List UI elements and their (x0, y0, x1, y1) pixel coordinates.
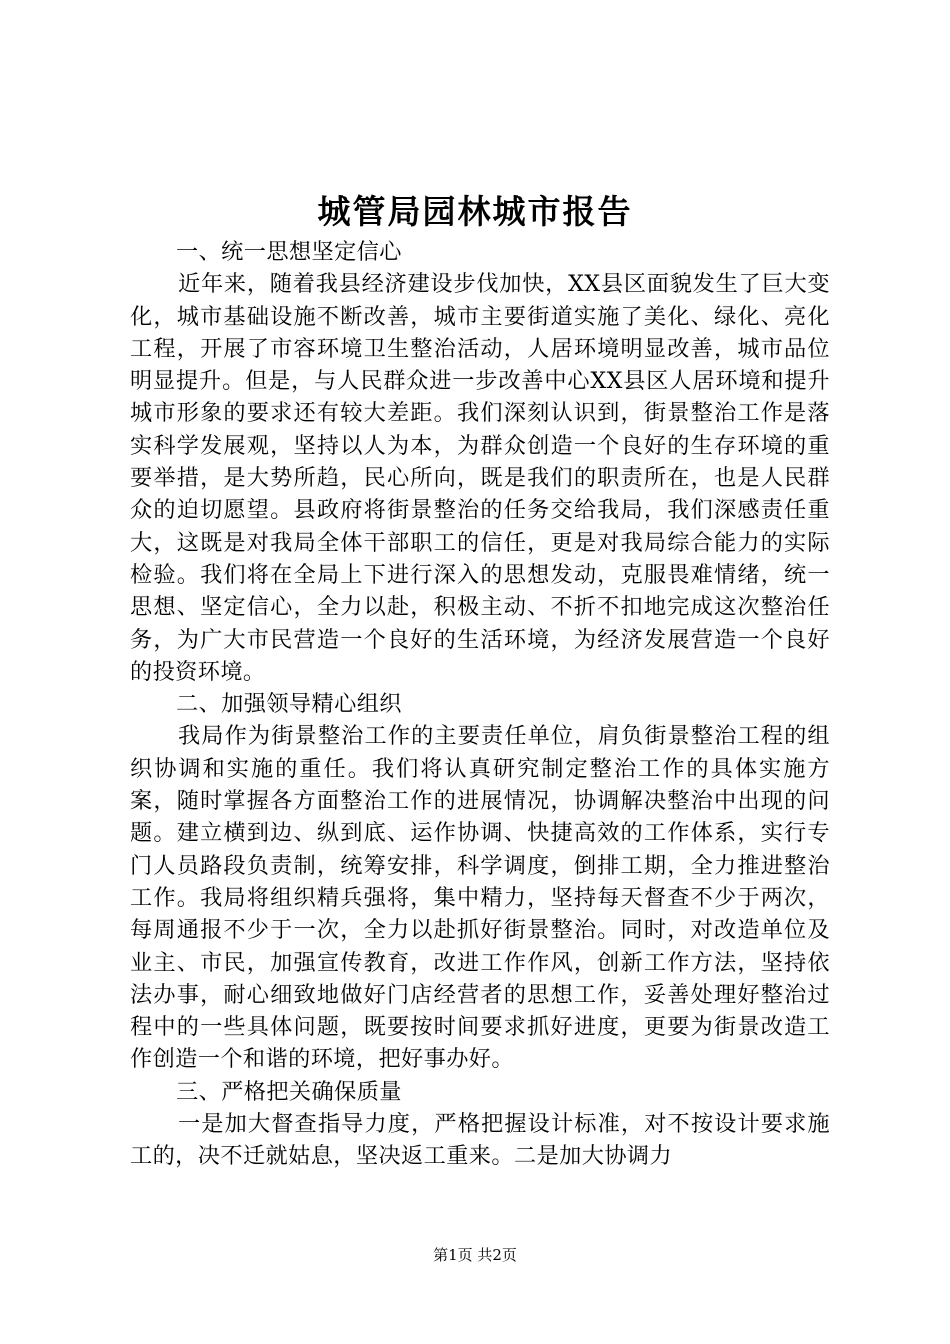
section-paragraph: 近年来，随着我县经济建设步伐加快，XX县区面貌发生了巨大变化，城市基础设施不断改善，城市主要街道实施了美化、绿化、亮化工程，开展了市容环境卫生整治活动，人居环境明显改善，城市品位明显提升。但是，与人民群众进一步改善中心XX县区人居环境和提升城市形象的要求还有较大差距。我们深刻认识到，街景整治工作是落实科学发展观，坚持以人为本，为群众创造一个良好的生存环境的重要举措，是大势所趋，民心所向，既是我们的职责所在，也是人民群众的迫切愿望。县政府将街景整治的任务交给我局，我们深感责任重大，这既是对我局全体干部职工的信任，更是对我局综合能力的实际检验。我们将在全局上下进行深入的思想发动，克服畏难情绪，统一思想、坚定信心，全力以赴，积极主动、不折不扣地完成这次整治任务，为广大市民营造一个良好的生活环境，为经济发展营造一个良好的投资环境。 (130, 271, 830, 685)
section-heading: 二、加强领导精心组织 (176, 691, 402, 718)
section-paragraph: 我局作为街景整治工作的主要责任单位，肩负街景整治工程的组织协调和实施的重任。我们将认真研究制定整治工作的具体实施方案，随时掌握各方面整治工作的进展情况，协调解决整治中出现的问题。建立横到边、纵到底、运作协调、快捷高效的工作体系，实行专门人员路段负责制，统筹安排，科学调度，倒排工期，全力推进整治工作。我局将组织精兵强将，集中精力，坚持每天督查不少于两次，每周通报不少于一次，全力以赴抓好街景整治。同时，对改造单位及业主、市民，加强宣传教育，改进工作作风，创新工作方法，坚持依法办事，耐心细致地做好门店经营者的思想工作，妥善处理好整治过程中的一些具体问题，既要按时间要求抓好进度，更要为街景改造工作创造一个和谐的环境，把好事办好。 (130, 723, 830, 1073)
document-title: 城管局园林城市报告 (317, 192, 633, 231)
section-heading: 一、统一思想坚定信心 (176, 239, 402, 265)
document-body (130, 236, 830, 1173)
section-heading: 三、严格把关确保质量 (176, 1078, 402, 1105)
section-paragraph: 一是加大督查指导力度，严格把握设计标准，对不按设计要求施工的，决不迁就姑息，坚决返工重来。二是加大协调力 (130, 1111, 830, 1170)
page-number-footer: 第1页 共2页 (433, 1246, 517, 1264)
